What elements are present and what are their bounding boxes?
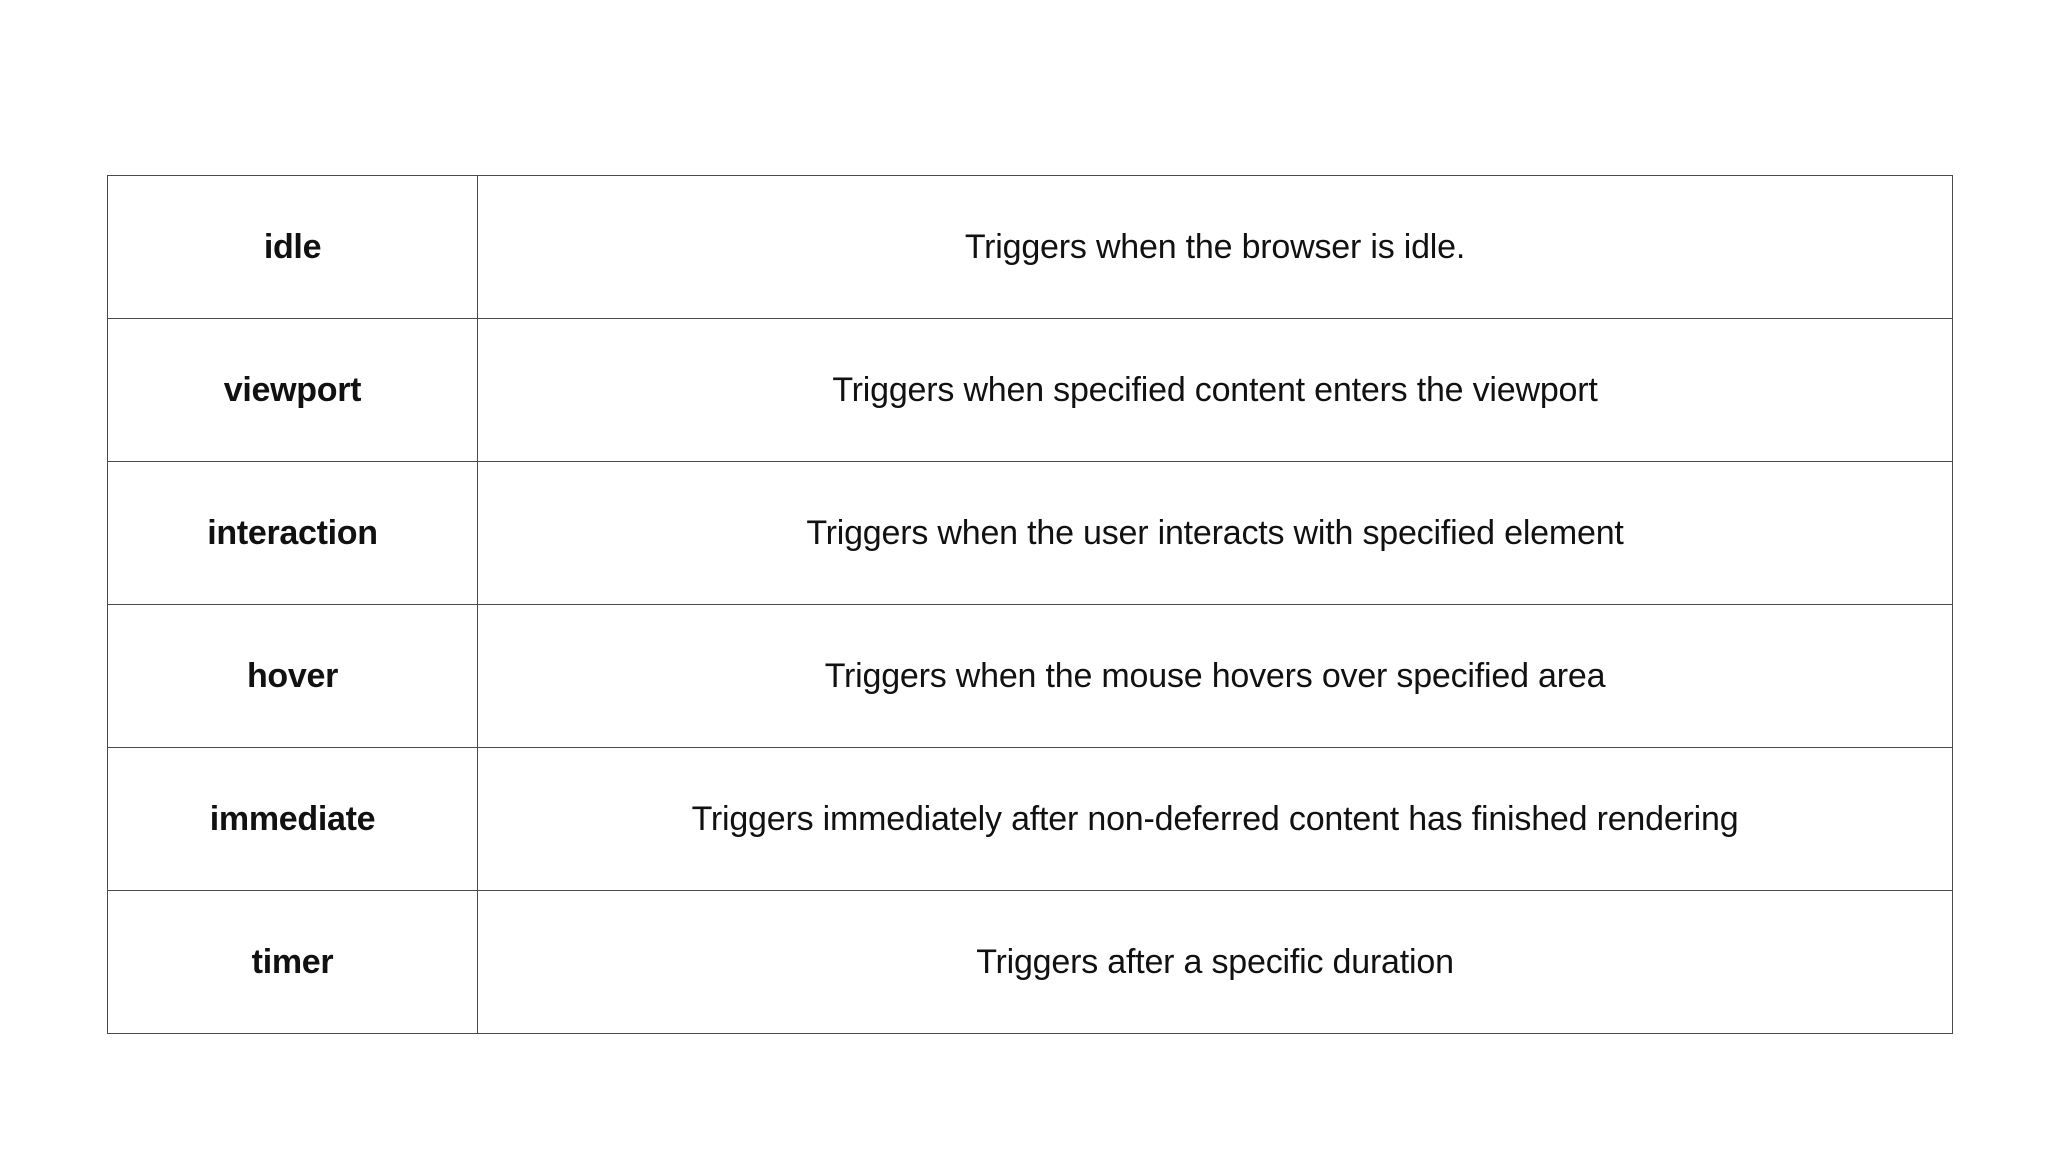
trigger-name: idle: [108, 176, 478, 319]
table-row: [108, 176, 1953, 319]
trigger-description: Triggers when the user interacts with specified element: [478, 462, 1953, 605]
trigger-name: immediate: [108, 748, 478, 891]
trigger-table: [107, 175, 1953, 1034]
trigger-name: viewport: [108, 319, 478, 462]
trigger-description: Triggers immediately after non-deferred content has finished rendering: [478, 748, 1953, 891]
table-row: [108, 462, 1953, 605]
trigger-name: hover: [108, 605, 478, 748]
trigger-description: Triggers after a specific duration: [478, 891, 1953, 1034]
table-row: [108, 605, 1953, 748]
trigger-name: timer: [108, 891, 478, 1034]
trigger-name: interaction: [108, 462, 478, 605]
trigger-description: Triggers when specified content enters the viewport: [478, 319, 1953, 462]
trigger-description: Triggers when the browser is idle.: [478, 176, 1953, 319]
table-row: [108, 748, 1953, 891]
trigger-table-body: [108, 176, 1953, 1034]
table-row: [108, 319, 1953, 462]
table-row: [108, 891, 1953, 1034]
trigger-description: Triggers when the mouse hovers over specified area: [478, 605, 1953, 748]
